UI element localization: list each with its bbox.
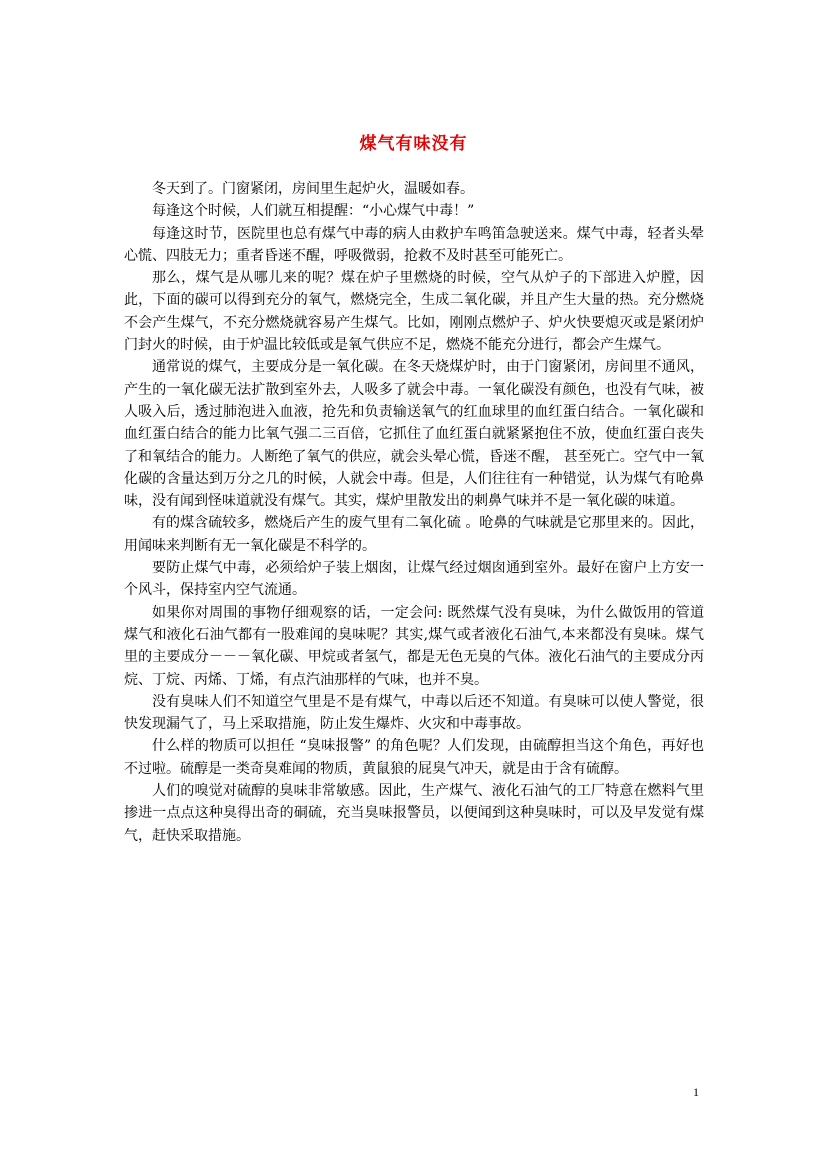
paragraph: 要防止煤气中毒，必须给炉子装上烟囱，让煤气经过烟囱通到室外。最好在窗户上方安一个风斗，保持室内空气流通。 bbox=[124, 560, 704, 599]
document-title: 煤气有味没有 bbox=[359, 134, 468, 154]
paragraph: 如果你对周围的事物仔细观察的话，一定会问: 既然煤气没有臭味，为什么做饭用的管道煤气和液化石油气都有一股难闻的臭味呢？其实,煤气或者液化石油气,本来都没有臭味。煤气里的主要成分－－－氧化碳、甲烷或者氢气，都是无色无臭的气体。液化石油气的主要成分丙烷、丁烷、丙烯、丁烯，有点汽油那样的气味，也并不臭。 bbox=[124, 604, 704, 688]
paragraph: 冬天到了。门窗紧闭，房间里生起炉火，温暖如春。 bbox=[152, 181, 474, 197]
page-number: 1 bbox=[693, 1085, 699, 1099]
paragraph: 通常说的煤气，主要成分是一氧化碳。在冬天烧煤炉时，由于门窗紧闭，房间里不通风，产生的一氧化碳无法扩散到室外去，人吸多了就会中毒。一氧化碳没有颜色，也没有气味，被人吸入后，透过肺泡进入血液，抢先和负责输送氧气的红血球里的血红蛋白结合。一氧化碳和血红蛋白结合的能力比氧气强二三百倍，它抓住了血红蛋白就紧紧抱住不放，使血红蛋白丧失了和氧结合的能力。人断绝了氧气的供应，就会头晕心慌，昏迷不醒， 甚至死亡。空气中一氧化碳的含量达到万分之几的时候，人就会中毒。但是，人们往往有一种错觉，认为煤气有呛鼻味，没有闻到怪味道就没有煤气。其实，煤炉里散发出的刺鼻气味并不是一氧化碳的味道。 bbox=[124, 359, 704, 510]
paragraph: 什么样的物质可以担任 “臭味报警” 的角色呢？人们发现，由硫醇担当这个角色，再好也不过啦。硫醇是一类奇臭难闻的物质，黄鼠狼的屁臭气冲天，就是由于含有硫醇。 bbox=[124, 738, 704, 777]
paragraph: 每逢这时节，医院里也总有煤气中毒的病人由救护车鸣笛急驶送来。煤气中毒，轻者头晕心慌、四肢无力；重者昏迷不醒，呼吸微弱，抢救不及时甚至可能死亡。 bbox=[124, 225, 704, 264]
document-body bbox=[124, 178, 704, 847]
paragraph: 有的煤含硫较多，燃烧后产生的废气里有二氧化硫 。呛鼻的气味就是它那里来的。因此，用闻味来判断有无一氧化碳是不科学的。 bbox=[124, 515, 704, 554]
paragraph: 每逢这个时候，人们就互相提醒：“小心煤气中毒！” bbox=[152, 203, 475, 220]
paragraph: 没有臭味人们不知道空气里是不是有煤气，中毒以后还不知道。有臭味可以使人警觉，很快发现漏气了，马上采取措施，防止发生爆炸、火灾和中毒事故。 bbox=[124, 693, 704, 733]
paragraph: 那么，煤气是从哪儿来的呢？煤在炉子里燃烧的时候，空气从炉子的下部进入炉膛，因此，下面的碳可以得到充分的氧气，燃烧完全，生成二氧化碳，并且产生大量的热。充分燃烧不会产生煤气，不充分燃烧就容易产生煤气。比如，刚刚点燃炉子、炉火快要熄灭或是紧闭炉门封火的时候，由于炉温比较低或是氧气供应不足，燃烧不能充分进行，都会产生煤气。 bbox=[124, 270, 704, 354]
paragraph: 人们的嗅觉对硫醇的臭味非常敏感。因此，生产煤气、液化石油气的工厂特意在燃料气里掺进一点点这种臭得出奇的硐硫，充当臭味报警员，以便闻到这种臭味时，可以及早发觉有煤气，赶快采取措施。 bbox=[124, 783, 704, 844]
